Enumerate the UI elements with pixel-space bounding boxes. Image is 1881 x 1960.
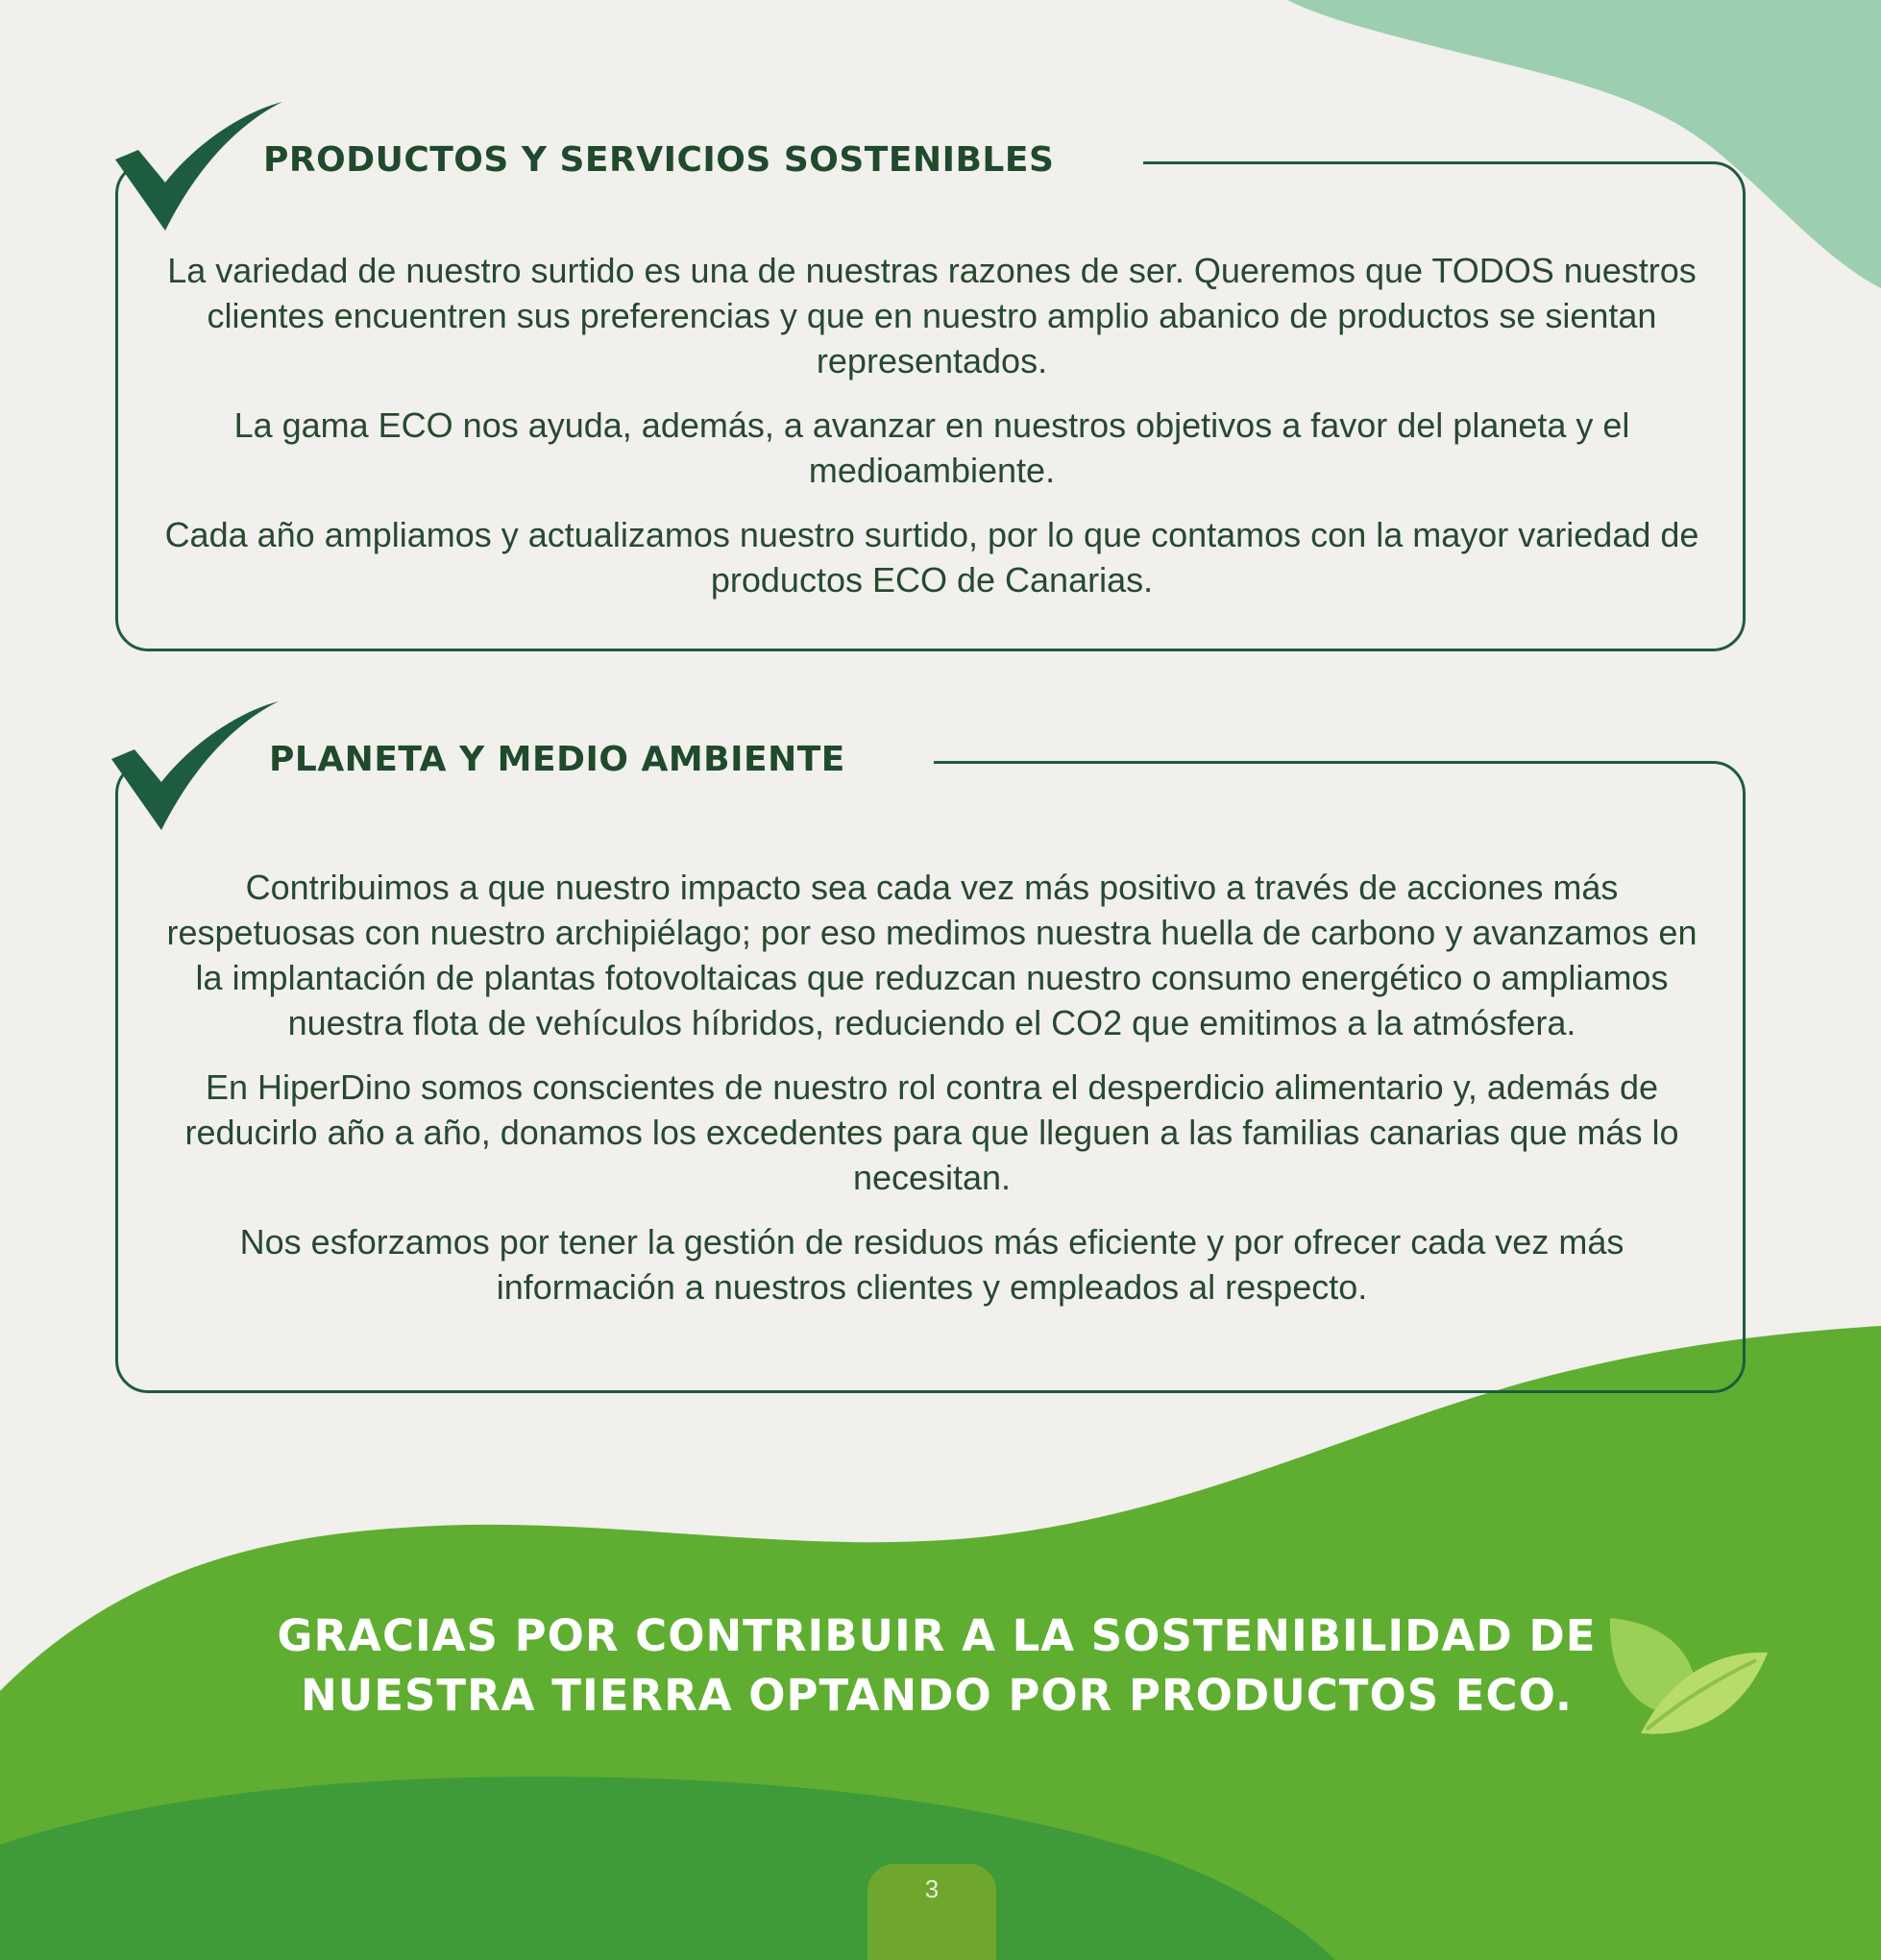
section-body — [154, 248, 1710, 602]
leaf-icon — [1602, 1614, 1771, 1739]
closing-message — [250, 1606, 1624, 1726]
paragraph: Cada año ampliamos y actualizamos nuestro surtido, por lo que contamos con la mayor variedad de productos ECO de Canarias. — [164, 515, 1699, 600]
paragraph: Contribuimos a que nuestro impacto sea cada vez más positivo a través de acciones más respetuosas con nuestro archipiélago; por eso medimos nuestra huella de carbono y avanzamos en la implantación de plantas fotovoltaicas que reduzcan nuestro consumo energético o ampliamos nuestra flota de vehículos híbridos, reduciendo el CO2 que emitimos a la atmósfera. — [166, 868, 1698, 1042]
closing-line-2: NUESTRA TIERRA OPTANDO POR PRODUCTOS ECO. — [301, 1670, 1573, 1721]
paragraph: Nos esforzamos por tener la gestión de residuos más eficiente y por ofrecer cada vez más información a nuestros clientes y empleados al respecto. — [239, 1222, 1624, 1307]
checkmark-icon — [110, 699, 282, 834]
checkmark-icon — [113, 100, 286, 234]
paragraph: En HiperDino somos conscientes de nuestro rol contra el desperdicio alimentario y, además de reducirlo año a año, donamos los excedentes para que lleguen a las familias canarias que más lo necesitan. — [184, 1067, 1679, 1197]
section-title: PRODUCTOS Y SERVICIOS SOSTENIBLES — [263, 140, 1055, 180]
page-number: 3 — [867, 1864, 996, 1960]
paragraph: La variedad de nuestro surtido es una de nuestras razones de ser. Queremos que TODOS nuestros clientes encuentren sus preferencias y que en nuestro amplio abanico de productos se sientan representados. — [167, 251, 1697, 380]
section-title: PLANETA Y MEDIO AMBIENTE — [269, 740, 845, 779]
paragraph: La gama ECO nos ayuda, además, a avanzar en nuestros objetivos a favor del planeta y el medioambiente. — [233, 405, 1630, 490]
section-body — [154, 865, 1710, 1310]
closing-line-1: GRACIAS POR CONTRIBUIR A LA SOSTENIBILIDAD DE — [277, 1610, 1597, 1661]
